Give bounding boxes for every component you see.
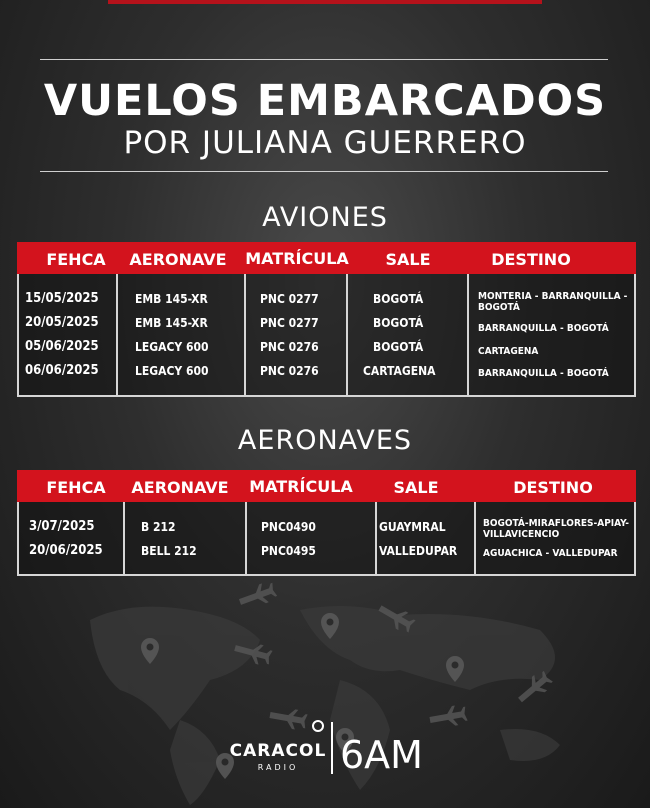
aviones-col-divider xyxy=(467,274,469,395)
caracol-radio-logo xyxy=(0,712,650,782)
table-cell-sale: VALLEDUPAR xyxy=(379,544,458,558)
table-cell-destino: CARTAGENA xyxy=(478,346,539,357)
caracol-circle-icon xyxy=(313,721,323,731)
logo-program: 6AM xyxy=(340,733,423,777)
table-cell-fecha: 20/05/2025 xyxy=(25,315,99,330)
table-cell-sale: GUAYMRAL xyxy=(379,520,446,534)
table-cell-sale: CARTAGENA xyxy=(363,364,436,378)
aviones-header-matricula: MATRÍCULA xyxy=(245,249,349,268)
aviones-header-sale: SALE xyxy=(385,250,431,269)
table-cell-aeronave: LEGACY 600 xyxy=(135,340,209,354)
table-cell-matricula: PNC 0277 xyxy=(260,292,319,306)
table-cell-matricula: PNC 0276 xyxy=(260,340,319,354)
title-bottom-rule xyxy=(40,171,608,172)
caracol-6am-logo xyxy=(0,712,650,782)
aeronaves-col-divider xyxy=(375,502,377,574)
logo-brand-sub: RADIO xyxy=(257,763,299,772)
table-cell-destino: AGUACHICA - VALLEDUPAR xyxy=(483,548,618,559)
aviones-col-divider xyxy=(244,274,246,395)
table-cell-destino: BARRANQUILLA - BOGOTÁ xyxy=(478,368,609,379)
table-cell-sale: BOGOTÁ xyxy=(373,340,424,354)
table-cell-aeronave: LEGACY 600 xyxy=(135,364,209,378)
aeronaves-header-sale: SALE xyxy=(393,478,439,497)
airplane-icon xyxy=(237,580,279,611)
aeronaves-header-fecha: FEHCA xyxy=(46,478,106,497)
logo-divider xyxy=(331,722,333,774)
aeronaves-table-header xyxy=(17,470,636,502)
table-cell-aeronave: B 212 xyxy=(141,520,176,534)
aeronaves-table xyxy=(17,470,636,576)
aviones-table xyxy=(17,242,636,397)
table-cell-matricula: PNC 0277 xyxy=(260,316,319,330)
table-cell-fecha: 15/05/2025 xyxy=(25,291,99,306)
table-cell-destino: BOGOTÁ-MIRAFLORES-APIAY-VILLAVICENCIO xyxy=(483,518,629,540)
aviones-col-divider xyxy=(346,274,348,395)
table-cell-fecha: 20/06/2025 xyxy=(29,543,103,558)
aeronaves-header-matricula: MATRÍCULA xyxy=(249,477,353,496)
top-accent-bar xyxy=(108,0,542,4)
aviones-table-header xyxy=(17,242,636,274)
aviones-section-title: AVIONES xyxy=(262,202,388,233)
aviones-col-divider xyxy=(116,274,118,395)
table-cell-matricula: PNC 0276 xyxy=(260,364,319,378)
table-cell-destino: MONTERIA - BARRANQUILLA - BOGOTÁ xyxy=(478,291,628,313)
title-top-rule xyxy=(40,59,608,60)
table-cell-aeronave: BELL 212 xyxy=(141,544,197,558)
table-cell-sale: BOGOTÁ xyxy=(373,316,424,330)
table-cell-aeronave: EMB 145-XR xyxy=(135,292,208,306)
table-cell-matricula: PNC0495 xyxy=(261,544,316,558)
table-cell-aeronave: EMB 145-XR xyxy=(135,316,208,330)
aeronaves-section-title: AERONAVES xyxy=(237,425,413,456)
page-title: VUELOS EMBARCADOS xyxy=(43,76,607,126)
table-cell-fecha: 05/06/2025 xyxy=(25,339,99,354)
table-cell-fecha: 06/06/2025 xyxy=(25,363,99,378)
table-cell-destino: BARRANQUILLA - BOGOTÁ xyxy=(478,323,609,334)
page-subtitle: POR JULIANA GUERRERO xyxy=(123,125,527,161)
aviones-header-aeronave: AERONAVE xyxy=(129,250,227,269)
table-cell-fecha: 3/07/2025 xyxy=(29,519,95,534)
aviones-header-fecha: FEHCA xyxy=(46,250,106,269)
table-cell-sale: BOGOTÁ xyxy=(373,292,424,306)
logo-brand: CARACOL xyxy=(229,741,327,761)
aeronaves-col-divider xyxy=(123,502,125,574)
aeronaves-header-destino: DESTINO xyxy=(513,478,593,497)
aeronaves-col-divider xyxy=(245,502,247,574)
aeronaves-col-divider xyxy=(474,502,476,574)
aviones-header-destino: DESTINO xyxy=(491,250,571,269)
table-cell-matricula: PNC0490 xyxy=(261,520,316,534)
aeronaves-header-aeronave: AERONAVE xyxy=(131,478,229,497)
